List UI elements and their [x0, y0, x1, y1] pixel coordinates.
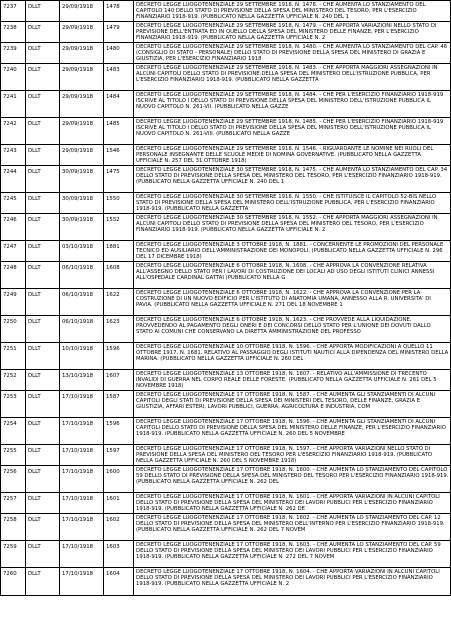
act-type-cell: DLLT	[26, 514, 60, 541]
decree-code-cell: 1478	[104, 1, 134, 22]
decree-code-cell: 1608	[104, 262, 134, 289]
decree-date-cell: 17/10/1918	[60, 514, 104, 541]
decree-number-cell: 7249	[1, 289, 26, 316]
act-type-cell: DLLT	[26, 22, 60, 43]
decree-description-cell: DECRETO LEGGE LUOGOTENENZIALE 29 SETTEMBRE 1918, N. 1485. - CHE PER L'ESERCIZIO FINANZIARIO 1918-919 ISCRIVE AL TITOLO I DELLO STATO DI PREVISIONE DELLA SPESA DEL MINISTERO DELL'ISTRUZIONE PUBBLICA IL NUOVO CAPITOLO N. 261-VIII. (PUBBLICATO NELLA GAZZE	[134, 118, 451, 145]
table-row	[1, 493, 451, 514]
decree-code-cell: 1480	[104, 43, 134, 64]
act-type-cell: DLLT	[26, 166, 60, 193]
table-row	[1, 343, 451, 370]
decree-number-cell: 7255	[1, 445, 26, 466]
decree-code-cell: 1587	[104, 391, 134, 418]
decree-code-cell: 1596	[104, 418, 134, 445]
decree-number-cell: 7239	[1, 43, 26, 64]
decree-number-cell: 7237	[1, 1, 26, 22]
decree-description-cell: DECRETO LEGGE LUOGOTENENZIALE 29 SETTEMBRE 1918, N. 1479. - CHE APPORTA VARIAZIONI NELLO STATO DI PREVISIONE DELL'ENTRATA ED IN QUELLO DELLA SPESA DEL MINISTERO DELLE FINANZE, PER L'ESERCIZIO FINANZIARIO 1918-919. (PUBBLICATO NELLA GAZZETTA UFFICIALE N. 2	[134, 22, 451, 43]
decree-date-cell: 29/09/1918	[60, 91, 104, 118]
decree-date-cell: 17/10/1918	[60, 466, 104, 493]
decree-description-cell: DECRETO LEGGE LUOGOTENENZIALE 6 OTTOBRE 1918, N. 1622. - CHE APPROVA LA CONVENZIONE PER LA COSTRUZIONE DI UN NUOVO EDIFICIO PER L'ISTITUTO DI ANATOMIA UMANA, ANNESSO ALLA R. UNIVERSITA' DI PAVIA. (PUBBLICATO NELLA GAZZETTA UFFICIALE N. 271 DEL 18 NOVEMBRE 1	[134, 289, 451, 316]
table-row	[1, 514, 451, 541]
decree-code-cell: 1479	[104, 22, 134, 43]
table-row	[1, 418, 451, 445]
table-row	[1, 166, 451, 193]
act-type-cell: DLLT	[26, 214, 60, 241]
act-type-cell: DLLT	[26, 568, 60, 596]
decree-code-cell: 1601	[104, 493, 134, 514]
act-type-cell: DLLT	[26, 418, 60, 445]
decree-date-cell: 29/09/1918	[60, 22, 104, 43]
decree-description-cell: DECRETO LEGGE LUOGOTENENZIALE 30 SETTEMBRE 1918, N. 1552. - CHE APPORTA MAGGIORI ASSEGNAZIONI IN ALCUNI CAPITOLI DELLO STATO DI PREVISIONE DELLA SPESA DEL MINISTERO DEL TESORO, PER L'ESERCIZIO FINANZIARIO 1918-919. (PUBBLICATO NELLA GAZZETTA UFFICIALE N. 2	[134, 214, 451, 241]
decree-number-cell: 7246	[1, 214, 26, 241]
decree-code-cell: 1600	[104, 466, 134, 493]
decree-description-cell: DECRETO LEGGE LUOGOTENENZIALE 6 OTTOBRE 1918, N. 1608. - CHE APPROVA LA CONVENZIONE RELATIVA ALL'ASSEGNO DELLO STATO PER I LAVORI DI COSTRUZIONE DEI LOCALI AD USO DEGLI ISTITUTI CLINICI ANNESSI ALL'OSPEDALE CARDINAL GATTAI (PUBBLICATO NELLA G	[134, 262, 451, 289]
decree-code-cell: 1596	[104, 343, 134, 370]
decree-description-cell: DECRETO LEGGE LUOGOTENENZIALE 17 OTTOBRE 1918, N. 1602. - CHE AUMENTA LO STANZIAMENTO DEL CAP. 12 DELLO STATO DI PREVISIONE DELLA SPESA DEL MINISTERO DELL'INTERNO PER L'ESERCIZIO FINANZIARIO 1918-919. (PUBBLICATO NELLA GAZZETTA UFFICIALE N. 262 DEL 7 NOVEM	[134, 514, 451, 541]
decree-date-cell: 13/10/1918	[60, 370, 104, 391]
decree-date-cell: 29/09/1918	[60, 1, 104, 22]
decree-number-cell: 7244	[1, 166, 26, 193]
decree-date-cell: 17/10/1918	[60, 493, 104, 514]
decree-description-cell: DECRETO LEGGE LUOGOTENENZIALE 17 OTTOBRE 1918, N. 1596. - CHE AUMENTA GLI STANZIAMENTI DI ALCUNI CAPITOLI DELLO STATO DI PREVISIONE DELLA SPESA DEL MINISTERO DELLE FINANZE, PER L'ESERCIZIO FINANZIARIO 1918-919. (PUBBLICATO NELLA GAZZETTA UFFICIALE N. 260 DEL 5 NOVEMBRE	[134, 418, 451, 445]
decree-code-cell: 1475	[104, 166, 134, 193]
decree-number-cell: 7241	[1, 91, 26, 118]
decree-date-cell: 17/10/1918	[60, 391, 104, 418]
act-type-cell: DLLT	[26, 370, 60, 391]
decree-code-cell: 1483	[104, 64, 134, 91]
act-type-cell: DLLT	[26, 445, 60, 466]
decree-number-cell: 7259	[1, 541, 26, 568]
decree-number-cell: 7251	[1, 343, 26, 370]
decree-description-cell: DECRETO LEGGE LUOGOTENENZIALE 17 OTTOBRE 1918, N. 1603. - CHE AUMENTA LO STANZIAMENTO DEL CAP. 59 DELLO STATO DI PREVISIONE DELLA SPESA DEL MINISTERO DEI LAVORI PUBBLICI PER L'ESERCIZIO FINANZIARIO 1918-919. (PUBBLICATO NELLA GAZZETTA UFFICIALE N. 272 DEL 7 NOVEM	[134, 541, 451, 568]
decree-number-cell: 7254	[1, 418, 26, 445]
decree-code-cell: 1550	[104, 193, 134, 214]
decree-number-cell: 7245	[1, 193, 26, 214]
decree-date-cell: 06/10/1918	[60, 262, 104, 289]
decree-description-cell: DECRETO LEGGE LUOGOTENENZIALE 10 OTTOBRE 1918, N. 1596. - CHE APPORTA MODIFICAZIONI A QUELLO 11 OTTOBRE 1917, N. 1681, RELATIVO AL PASSAGGIO DEGLI ISTITUTI NAUTICI ALLA DIPENDENZA DEL MINISTERO DELLA MARINA. (PUBBLICATO NELLA GAZZETTA UFFICIALE N. 260 DEL	[134, 343, 451, 370]
decree-code-cell: 1607	[104, 370, 134, 391]
decree-description-cell: DECRETO LEGGE LUOGOTENENZIALE 30 SETTEMBRE 1918, N. 1550. - CHE ISTITUISCE IL CAPITOLO 52-BIS NELLO STATO DI PREVISIONE DELLA SPESA DEL MINISTERO DELL'ISTRUZIONE PUBBLICA, PER L'ESERCIZIO FINANZIARIO 1918-919. (PUBBLICATO NELLA GAZZETTA	[134, 193, 451, 214]
decree-date-cell: 17/10/1918	[60, 418, 104, 445]
table-row	[1, 241, 451, 262]
table-row	[1, 568, 451, 596]
decree-date-cell: 29/09/1918	[60, 118, 104, 145]
decree-number-cell: 7238	[1, 22, 26, 43]
act-type-cell: DLLT	[26, 466, 60, 493]
decree-date-cell: 17/10/1918	[60, 541, 104, 568]
act-type-cell: DLLT	[26, 289, 60, 316]
decree-description-cell: DECRETO LEGGE LUOGOTENENZIALE 17 OTTOBRE 1918, N. 1601. - CHE APPORTA VARIAZIONI IN ALCUNI CAPITOLI DELLO STATO DI PREVISIONE DELLA SPESA DEL MINISTERO DEI LAVORI PUBBLICI PER L'ESERCIZIO FINANZIARIO 1918-919. (PUBBLICATO NELLA GAZZETTA UFFICIALE N. 262 DE	[134, 493, 451, 514]
decree-date-cell: 06/10/1918	[60, 289, 104, 316]
decree-number-cell: 7240	[1, 64, 26, 91]
decree-description-cell: DECRETO LEGGE LUOGOTENENZIALE 17 OTTOBRE 1918, N. 1597. - CHE APPORTA VARIAZIONI NELLO STATO DI PREVISIONE DELLA SPESA DEL MINISTERO DEL TESORO PER L'ESERCIZIO FINANZIARIO 1918-919. (PUBBLICATO NELLA GAZZETTA UFFICIALE N. 260 DEL 5 NOVEMBRE 1918)	[134, 445, 451, 466]
act-type-cell: DLLT	[26, 145, 60, 166]
decree-date-cell: 30/09/1918	[60, 166, 104, 193]
decree-description-cell: DECRETO LEGGE LUOGOTENENZIALE 6 OTTOBRE 1918, N. 1623. - CHE PROVVEDE ALLA LIQUIDAZIONE, PROVVEDENDO AL PAGAMENTO DEGLI ONERI E DEI CONCORSI DELLO STATO PER L'UNIONE DEI DOVUTI DALLO STATO AI COMUNI CHE CONSERVANO LA DIRETTA AMMINISTRAZIONE DEL PROFESSO	[134, 316, 451, 343]
table-row	[1, 193, 451, 214]
decree-description-cell: DECRETO LEGGE LUOGOTENENZIALE 30 SETTEMBRE 1918, N. 1475. - CHE AUMENTA LO STANZIAMENTO DEL CAP. 34 DELLO STATO DI PREVISIONE DELLA SPESA DEL MINISTERO DEL TESORO, PER L'ESERCIZIO FINANZIARIO 1918-919. (PUBBLICATO NELLA GAZZETTA UFFICIALE N. 240 DEL 1	[134, 166, 451, 193]
decree-number-cell: 7257	[1, 493, 26, 514]
decree-description-cell: DECRETO LEGGE LUOGOTENENZIALE 17 OTTOBRE 1918, N. 1604. - CHE APPORTA VARIAZIONI IN ALCUNI CAPITOLI DELLO STATO DI PREVISIONE DELLA SPESA DEL MINISTERO DEI LAVORI PUBBLICI PER L'ESERCIZIO FINANZIARIO 1918-919. (PUBBLICATO NELLA GAZZETTA UFFICIALE N. 2	[134, 568, 451, 596]
table-row	[1, 214, 451, 241]
table-row	[1, 391, 451, 418]
decree-code-cell: 1552	[104, 214, 134, 241]
table-row	[1, 370, 451, 391]
decree-description-cell: DECRETO LEGGE LUOGOTENENZIALE 29 SETTEMBRE 1918, N. 1478. - CHE AUMENTA LO STANZIAMENTO DEL CAPITOLO 140 DELLO STATO DI PREVISIONE DELLA SPESA DEL MINISTERO DEL TESORO, PER L'ESERCIZIO FINANZIARIO 1918-919. (PUBBLICATO NELLA GAZZETTA UFFICIALE N. 240 DEL 1	[134, 1, 451, 22]
decree-date-cell: 17/10/1918	[60, 568, 104, 596]
decree-code-cell: 1484	[104, 91, 134, 118]
table-row	[1, 445, 451, 466]
act-type-cell: DLLT	[26, 262, 60, 289]
decree-code-cell: 1881	[104, 241, 134, 262]
table-row	[1, 1, 451, 22]
decree-code-cell: 1485	[104, 118, 134, 145]
decree-description-cell: DECRETO LEGGE LUOGOTENENZIALE 13 OTTOBRE 1918, N. 1607. - RELATIVO ALL'AMMISSIONE DI TRECENTO INVALIDI DI GUERRA NEL CORPO REALE DELLE FORESTE. (PUBBLICATO NELLA GAZZETTA UFFICIALE N. 261 DEL 5 NOVEMBRE 1918)	[134, 370, 451, 391]
act-type-cell: DLLT	[26, 64, 60, 91]
act-type-cell: DLLT	[26, 391, 60, 418]
act-type-cell: DLLT	[26, 493, 60, 514]
decree-code-cell: 1622	[104, 289, 134, 316]
decree-date-cell: 10/10/1918	[60, 343, 104, 370]
decree-date-cell: 03/10/1918	[60, 241, 104, 262]
table-row	[1, 145, 451, 166]
decree-code-cell: 1623	[104, 316, 134, 343]
act-type-cell: DLLT	[26, 118, 60, 145]
decree-number-cell: 7250	[1, 316, 26, 343]
decree-date-cell: 29/09/1918	[60, 145, 104, 166]
table-row	[1, 91, 451, 118]
act-type-cell: DLLT	[26, 316, 60, 343]
decree-description-cell: DECRETO LEGGE LUOGOTENENZIALE 3 OTTOBRE 1918, N. 1881. - CONCERNENTE LE PROMOZIONI DEL PERSONALE TECNICO ED AUSILIARIO DELL'AMMINISTRAZIONE DEI MONOPOLI. (PUBBLICATO NELLA GAZZETTA UFFICIALE N. 296 DEL 17 DICEMBRE 1918)	[134, 241, 451, 262]
decree-date-cell: 29/09/1918	[60, 43, 104, 64]
decree-number-cell: 7247	[1, 241, 26, 262]
act-type-cell: DLLT	[26, 43, 60, 64]
decree-code-cell: 1604	[104, 568, 134, 596]
decree-number-cell: 7253	[1, 391, 26, 418]
decree-number-cell: 7248	[1, 262, 26, 289]
act-type-cell: DLLT	[26, 1, 60, 22]
act-type-cell: DLLT	[26, 343, 60, 370]
act-type-cell: DLLT	[26, 541, 60, 568]
decree-number-cell: 7258	[1, 514, 26, 541]
decree-code-cell: 1603	[104, 541, 134, 568]
decree-description-cell: DECRETO LEGGE LUOGOTENENZIALE 29 SETTEMBRE 1918, N. 1480. - CHE AUMENTA LO STANZIAMENTO DEL CAP. 46 (CONSIGLIO DI STATO - PERSONALE) DELLO STATO DI PREVISIONE DELLA SPESA DEL MINISTERO DI GRAZIA E GIUSTIZIA, PER L'ESERCIZIO FINANZIARIO 1918	[134, 43, 451, 64]
decree-number-cell: 7256	[1, 466, 26, 493]
decree-number-cell: 7252	[1, 370, 26, 391]
decree-number-cell: 7242	[1, 118, 26, 145]
act-type-cell: DLLT	[26, 193, 60, 214]
table-row	[1, 22, 451, 43]
decree-date-cell: 29/09/1918	[60, 64, 104, 91]
table-row	[1, 541, 451, 568]
act-type-cell: DLLT	[26, 91, 60, 118]
decree-number-cell: 7243	[1, 145, 26, 166]
decree-description-cell: DECRETO LEGGE LUOGOTENENZIALE 29 SETTEMBRE 1918, N. 1484. - CHE PER L'ESERCIZIO FINANZIARIO 1918-919 ISCRIVE AL TITOLO I DELLO STATO DI PREVISIONE DELLA SPESA DEL MINISTERO DELL'ISTRUZIONE PUBBLICA IL NUOVO CAPITOLO N. 261-VII. (PUBBLICATO NELLA GAZZE	[134, 91, 451, 118]
table-row	[1, 43, 451, 64]
act-type-cell: DLLT	[26, 241, 60, 262]
decree-description-cell: DECRETO LEGGE LUOGOTENENZIALE 17 OTTOBRE 1918, N. 1587. - CHE AUMENTA GLI STANZIAMENTI DI ALCUNI CAPITOLI DEGLI STATI DI PREVISIONE DELLA SPESA DEI MINISTERI DEL TESORO, DELLE FINANZE, GRAZIA E GIUSTIZIA, AFFARI ESTERI, LAVORI PUBBLICI, GUERRA, AGRICOLTURA E INDUSTRIA, COM	[134, 391, 451, 418]
decree-date-cell: 06/10/1918	[60, 316, 104, 343]
decree-table-body	[1, 1, 451, 596]
decree-description-cell: DECRETO LEGGE LUOGOTENENZIALE 29 SETTEMBRE 1918, N. 1483. - CHE APPORTA MAGGIORI ASSEGNAZIONI IN ALCUNI CAPITOLI DELLO STATO DI PREVISIONE DELLA SPESA DEL MINISTERO DELL'ISTRUZIONE PUBBLICA, PER L'ESERCIZIO FINANZIARIO 1918-919. (PUBBLICATO NELLA GAZZETTA	[134, 64, 451, 91]
decree-description-cell: DECRETO LEGGE LUOGOTENENZIALE 29 SETTEMBRE 1918, N. 1546. - RIGUARDANTE LE NOMINE NEI RUOLI DEL PERSONALE INSEGNANTE DELLE SCUOLE MEDIE DI NOMINA GOVERNATIVE. (PUBBLICATO NELLA GAZZETTA UFFICIALE N. 257 DEL 31 OTTOBRE 1918)	[134, 145, 451, 166]
decree-code-cell: 1597	[104, 445, 134, 466]
decree-date-cell: 30/09/1918	[60, 214, 104, 241]
table-row	[1, 289, 451, 316]
table-row	[1, 118, 451, 145]
decree-code-cell: 1602	[104, 514, 134, 541]
decree-description-cell: DECRETO LEGGE LUOGOTENENZIALE 17 OTTOBRE 1918, N. 1600. - CHE AUMENTA LO STANZIAMENTO DEL CAPITOLO 59 DELLO STATO DI PREVISIONE DELLA SPESA DEL MINISTERO DEL TESORO PER L'ESERCIZIO FINANZIARIO 1918-919. (PUBBLICATO NELLA GAZZETTA UFFICIALE N. 262 DEL	[134, 466, 451, 493]
table-row	[1, 262, 451, 289]
table-row	[1, 64, 451, 91]
decree-date-cell: 30/09/1918	[60, 193, 104, 214]
table-row	[1, 466, 451, 493]
decree-date-cell: 17/10/1918	[60, 445, 104, 466]
decree-code-cell: 1546	[104, 145, 134, 166]
table-row	[1, 316, 451, 343]
decree-number-cell: 7260	[1, 568, 26, 596]
